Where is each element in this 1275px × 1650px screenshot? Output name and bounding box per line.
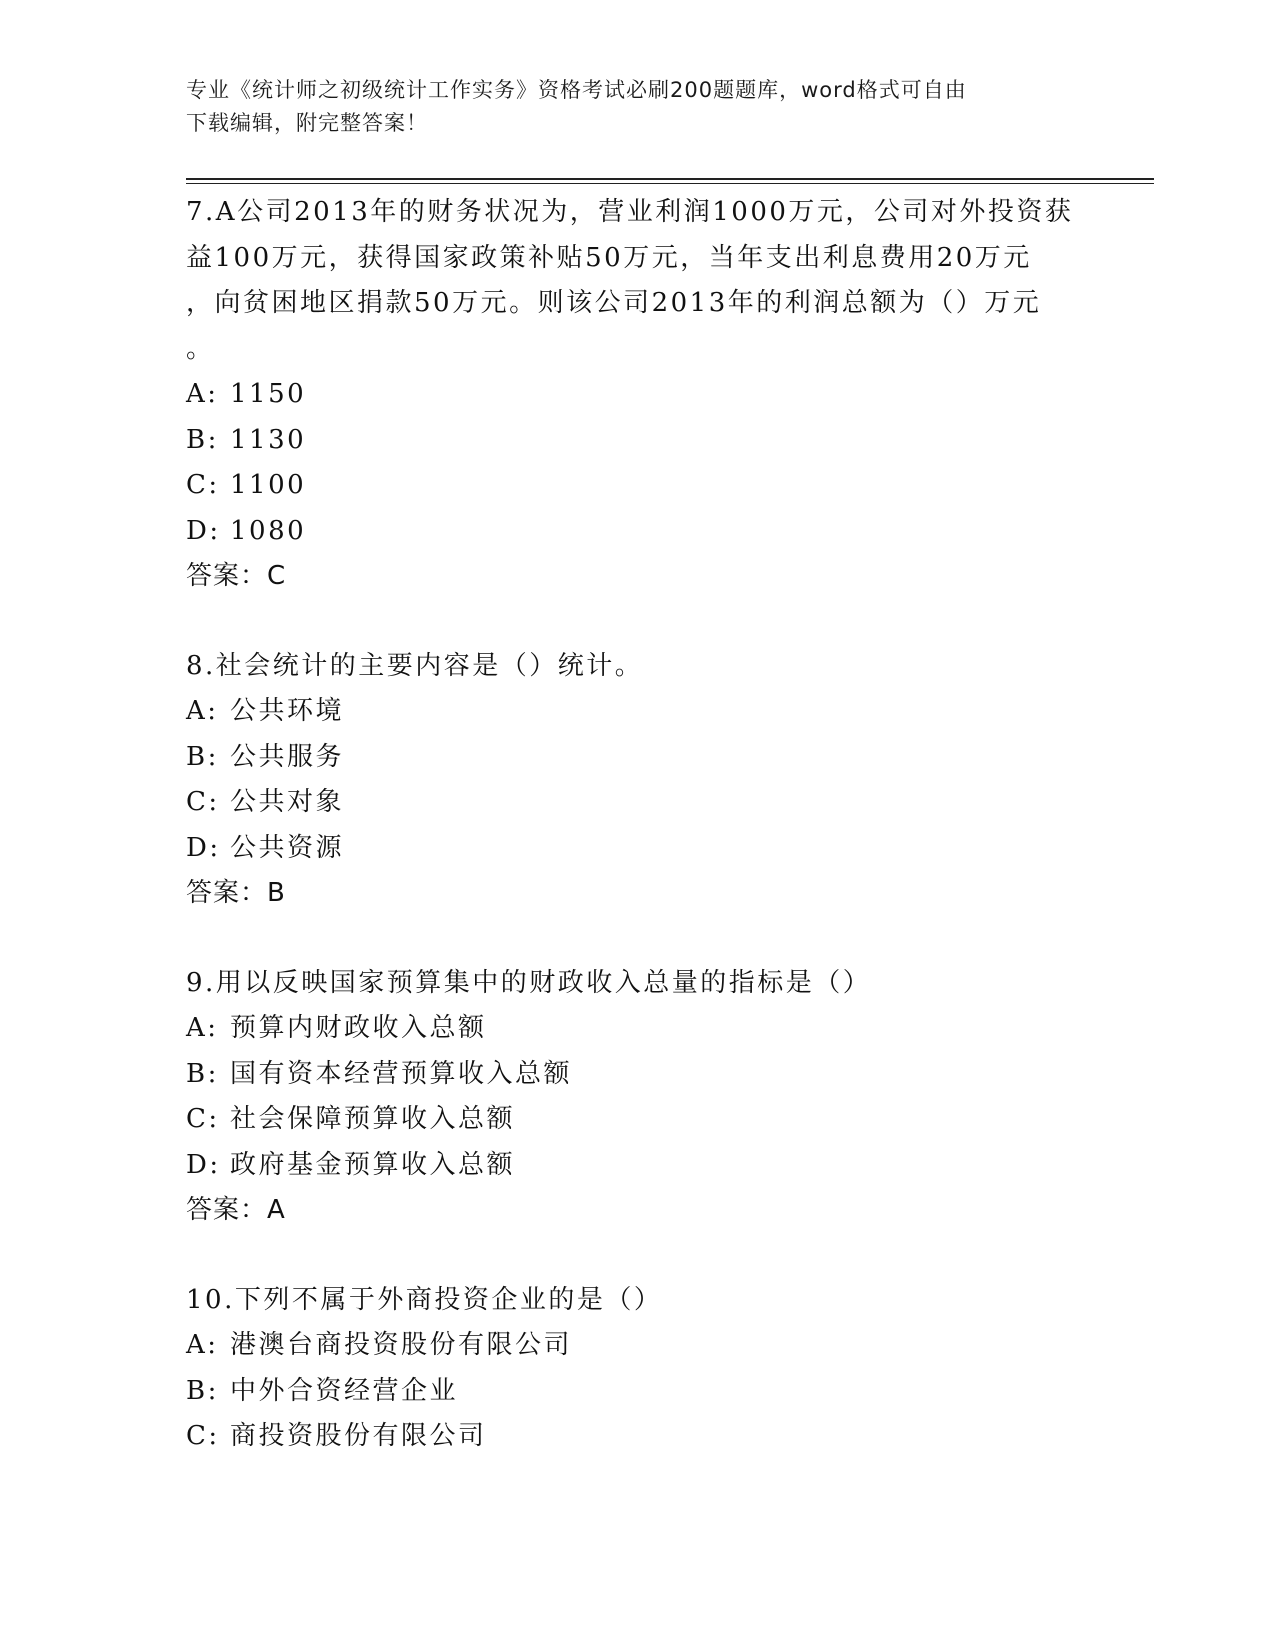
question-text-line: 。 [186, 333, 215, 364]
answer-option [186, 1414, 1086, 1460]
answer-key: 答案：A [186, 1195, 286, 1225]
question-text-line: 10.下列不属于外商投资企业的是（） [186, 1284, 663, 1315]
question-text-line: 9.用以反映国家预算集中的财政收入总量的指标是（） [186, 967, 872, 998]
option-text: 公共对象 [230, 787, 345, 817]
option-letter: B: [186, 741, 219, 772]
option-letter: D: [186, 515, 221, 546]
option-letter: A: [186, 1330, 219, 1360]
option-text: 国有资本经营预算收入总额 [230, 1058, 573, 1089]
option-text: 1080 [230, 515, 307, 546]
answer-option [186, 689, 1086, 735]
option-letter: B: [186, 424, 219, 455]
option-letter: C: [186, 1104, 220, 1134]
option-text: 公共资源 [230, 832, 345, 863]
answer-option [186, 780, 1086, 826]
question-text-line: 8.社会统计的主要内容是（）统计。 [186, 650, 644, 681]
option-letter: A: [186, 696, 219, 726]
header-rule-thin [186, 183, 1154, 184]
header-line-2: 下载编辑，附完整答案！ [186, 111, 428, 135]
option-text: 公共服务 [230, 741, 345, 772]
option-text: 1150 [230, 379, 307, 409]
option-text: 商投资股份有限公司 [230, 1421, 487, 1451]
answer-option [186, 418, 1086, 464]
answer-option [186, 1006, 1086, 1052]
question-block [186, 644, 1086, 917]
option-letter: C: [186, 787, 220, 817]
question-block [186, 961, 1086, 1234]
answer-option [186, 1052, 1086, 1098]
option-text: 1100 [230, 470, 307, 500]
answer-key: 答案：C [186, 561, 287, 591]
header-line-1: 专业《统计师之初级统计工作实务》资格考试必刷200题题库，word格式可自由 [186, 78, 967, 102]
answer-option [186, 463, 1086, 509]
answer-option [186, 1143, 1086, 1189]
option-text: 预算内财政收入总额 [230, 1013, 487, 1043]
option-text: 社会保障预算收入总额 [230, 1104, 516, 1134]
question-text-line: 益100万元，获得国家政策补贴50万元，当年支出利息费用20万元 [186, 242, 1032, 273]
answer-option [186, 372, 1086, 418]
option-letter: C: [186, 1421, 220, 1451]
answer-option [186, 1323, 1086, 1369]
answer-option [186, 735, 1086, 781]
answer-key: 答案：B [186, 878, 286, 908]
option-text: 政府基金预算收入总额 [230, 1149, 516, 1180]
option-letter: A: [186, 1013, 219, 1043]
question-block [186, 1278, 1086, 1460]
option-letter: A: [186, 379, 219, 409]
question-list [186, 190, 1086, 1504]
option-text: 中外合资经营企业 [230, 1375, 459, 1406]
option-letter: C: [186, 470, 220, 500]
option-text: 港澳台商投资股份有限公司 [230, 1330, 573, 1360]
question-block [186, 190, 1086, 600]
answer-option [186, 1369, 1086, 1415]
document-header [186, 74, 1066, 140]
option-letter: B: [186, 1058, 219, 1089]
option-letter: D: [186, 832, 221, 863]
option-text: 公共环境 [230, 696, 345, 726]
question-text-line: 7.A公司2013年的财务状况为，营业利润1000万元，公司对外投资获 [186, 197, 1074, 227]
answer-option [186, 826, 1086, 872]
answer-option [186, 1097, 1086, 1143]
option-letter: B: [186, 1375, 219, 1406]
header-rule-thick [186, 178, 1154, 180]
option-letter: D: [186, 1149, 221, 1180]
question-text-line: ，向贫困地区捐款50万元。则该公司2013年的利润总额为（）万元 [186, 288, 1042, 318]
option-text: 1130 [230, 424, 307, 455]
answer-option [186, 509, 1086, 555]
